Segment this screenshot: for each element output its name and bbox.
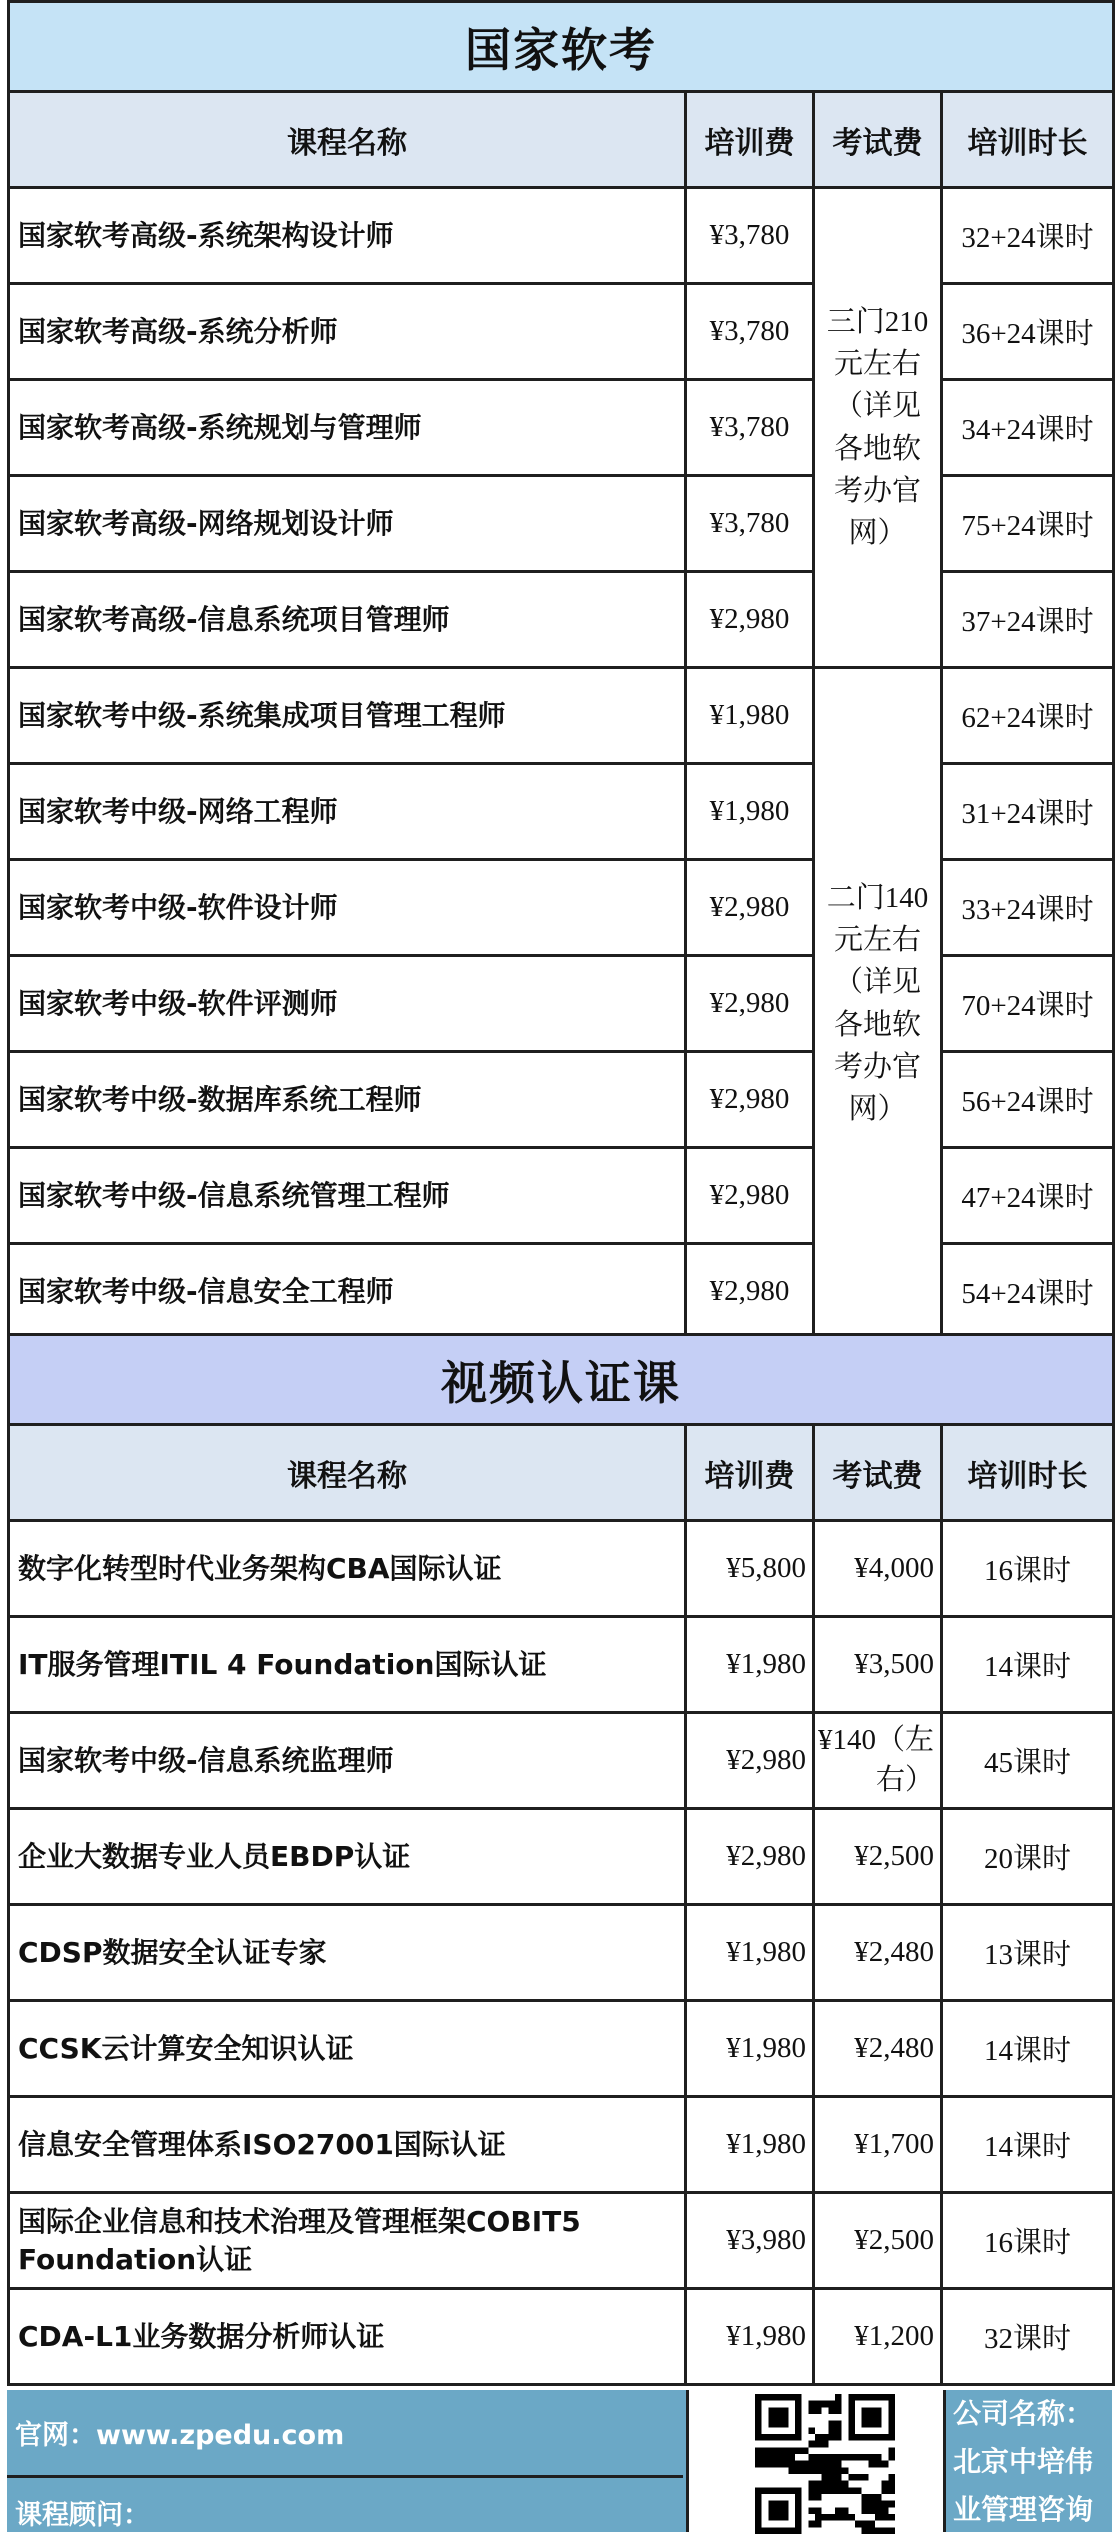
course-name: IT服务管理ITIL 4 Foundation国际认证	[9, 1617, 686, 1713]
header-training-fee: 培训费	[686, 92, 814, 188]
course-name: 国家软考中级-软件评测师	[9, 956, 686, 1052]
duration: 31+24课时	[942, 764, 1114, 860]
duration: 32课时	[942, 2289, 1114, 2385]
duration: 45课时	[942, 1713, 1114, 1809]
course-name: 国家软考中级-信息系统管理工程师	[9, 1148, 686, 1244]
course-name: 数字化转型时代业务架构CBA国际认证	[9, 1521, 686, 1617]
header-exam-fee: 考试费	[814, 92, 942, 188]
course-name: 信息安全管理体系ISO27001国际认证	[9, 2097, 686, 2193]
duration: 54+24课时	[942, 1244, 1114, 1340]
section-title: 视频认证课	[9, 1335, 1114, 1425]
qr-code-panel	[686, 2390, 946, 2532]
table-row	[9, 2001, 1114, 2097]
training-fee: ¥2,980	[686, 860, 814, 956]
section-title: 国家软考	[9, 2, 1114, 92]
course-name: CDSP数据安全认证专家	[9, 1905, 686, 2001]
course-name: 国家软考中级-信息系统监理师	[9, 1713, 686, 1809]
exam-fee: ¥1,700	[814, 2097, 942, 2193]
training-fee: ¥2,980	[686, 1052, 814, 1148]
training-fee: ¥1,980	[686, 2097, 814, 2193]
training-fee: ¥1,980	[686, 2001, 814, 2097]
header-course-name: 课程名称	[9, 1425, 686, 1521]
training-fee: ¥2,980	[686, 1244, 814, 1340]
training-fee: ¥3,980	[686, 2193, 814, 2289]
course-name: 国家软考中级-数据库系统工程师	[9, 1052, 686, 1148]
training-fee: ¥1,980	[686, 2289, 814, 2385]
exam-fee: ¥4,000	[814, 1521, 942, 1617]
training-fee: ¥1,980	[686, 764, 814, 860]
header-duration: 培训时长	[942, 92, 1114, 188]
table-row	[9, 1244, 1114, 1340]
table-row	[9, 1905, 1114, 2001]
course-name: 国家软考中级-软件设计师	[9, 860, 686, 956]
training-fee: ¥1,980	[686, 1905, 814, 2001]
duration: 62+24课时	[942, 668, 1114, 764]
video-cert-table	[7, 1333, 1115, 2386]
training-fee: ¥5,800	[686, 1521, 814, 1617]
header-training-fee: 培训费	[686, 1425, 814, 1521]
table-row	[9, 572, 1114, 668]
duration: 14课时	[942, 2001, 1114, 2097]
exam-fee: ¥2,480	[814, 1905, 942, 2001]
course-name: 国家软考高级-系统规划与管理师	[9, 380, 686, 476]
table-row	[9, 1148, 1114, 1244]
exam-fee: ¥1,200	[814, 2289, 942, 2385]
table-row	[9, 2097, 1114, 2193]
consultant-label: 课程顾问：	[15, 2500, 150, 2531]
exam-fee: ¥140（左右）	[814, 1713, 942, 1809]
training-fee: ¥1,980	[686, 668, 814, 764]
training-fee: ¥3,780	[686, 188, 814, 284]
course-name: 国家软考中级-信息安全工程师	[9, 1244, 686, 1340]
course-name: 企业大数据专业人员EBDP认证	[9, 1809, 686, 1905]
training-fee: ¥3,780	[686, 380, 814, 476]
course-name: 国家软考中级-系统集成项目管理工程师	[9, 668, 686, 764]
table-row	[9, 2193, 1114, 2289]
qr-code-icon	[755, 2394, 895, 2534]
duration: 56+24课时	[942, 1052, 1114, 1148]
course-name: 国家软考高级-系统架构设计师	[9, 188, 686, 284]
course-name: 国家软考高级-信息系统项目管理师	[9, 572, 686, 668]
table-row	[9, 476, 1114, 572]
training-fee: ¥2,980	[686, 1809, 814, 1905]
table-row	[9, 1713, 1114, 1809]
duration: 16课时	[942, 2193, 1114, 2289]
footer	[7, 2390, 1112, 2532]
table-row	[9, 668, 1114, 764]
exam-fee-merged: 二门140元左右（详见各地软考办官网）	[814, 668, 942, 1340]
duration: 47+24课时	[942, 1148, 1114, 1244]
company-name: 公司名称：北京中培伟业管理咨询	[953, 2397, 1094, 2526]
course-name: 国家软考中级-网络工程师	[9, 764, 686, 860]
exam-fee: ¥2,500	[814, 1809, 942, 1905]
header-course-name: 课程名称	[9, 92, 686, 188]
course-name: 国家软考高级-系统分析师	[9, 284, 686, 380]
duration: 32+24课时	[942, 188, 1114, 284]
training-fee: ¥2,980	[686, 572, 814, 668]
table-row	[9, 284, 1114, 380]
duration: 75+24课时	[942, 476, 1114, 572]
table-row	[9, 860, 1114, 956]
duration: 14课时	[942, 1617, 1114, 1713]
exam-fee: ¥2,500	[814, 2193, 942, 2289]
table-row	[9, 380, 1114, 476]
duration: 14课时	[942, 2097, 1114, 2193]
table-row	[9, 188, 1114, 284]
course-name: CCSK云计算安全知识认证	[9, 2001, 686, 2097]
training-fee: ¥2,980	[686, 1713, 814, 1809]
table-row	[9, 1052, 1114, 1148]
duration: 37+24课时	[942, 572, 1114, 668]
table-row	[9, 764, 1114, 860]
duration: 20课时	[942, 1809, 1114, 1905]
exam-fee-merged: 三门210元左右（详见各地软考办官网）	[814, 188, 942, 668]
duration: 33+24课时	[942, 860, 1114, 956]
soft-exam-table	[7, 0, 1115, 1341]
table-row	[9, 956, 1114, 1052]
training-fee: ¥3,780	[686, 476, 814, 572]
duration: 16课时	[942, 1521, 1114, 1617]
table-row	[9, 1809, 1114, 1905]
header-duration: 培训时长	[942, 1425, 1114, 1521]
training-fee: ¥3,780	[686, 284, 814, 380]
course-name: 国家软考高级-网络规划设计师	[9, 476, 686, 572]
exam-fee: ¥3,500	[814, 1617, 942, 1713]
duration: 70+24课时	[942, 956, 1114, 1052]
course-name: 国际企业信息和技术治理及管理框架COBIT5 Foundation认证	[9, 2193, 686, 2289]
duration: 36+24课时	[942, 284, 1114, 380]
table-row	[9, 1617, 1114, 1713]
training-fee: ¥2,980	[686, 1148, 814, 1244]
table-row	[9, 1521, 1114, 1617]
website-text: 官网：www.zpedu.com	[7, 2390, 683, 2478]
header-exam-fee: 考试费	[814, 1425, 942, 1521]
course-name: CDA-L1业务数据分析师认证	[9, 2289, 686, 2385]
exam-fee: ¥2,480	[814, 2001, 942, 2097]
duration: 13课时	[942, 1905, 1114, 2001]
duration: 34+24课时	[942, 380, 1114, 476]
training-fee: ¥2,980	[686, 956, 814, 1052]
table-row	[9, 2289, 1114, 2385]
training-fee: ¥1,980	[686, 1617, 814, 1713]
